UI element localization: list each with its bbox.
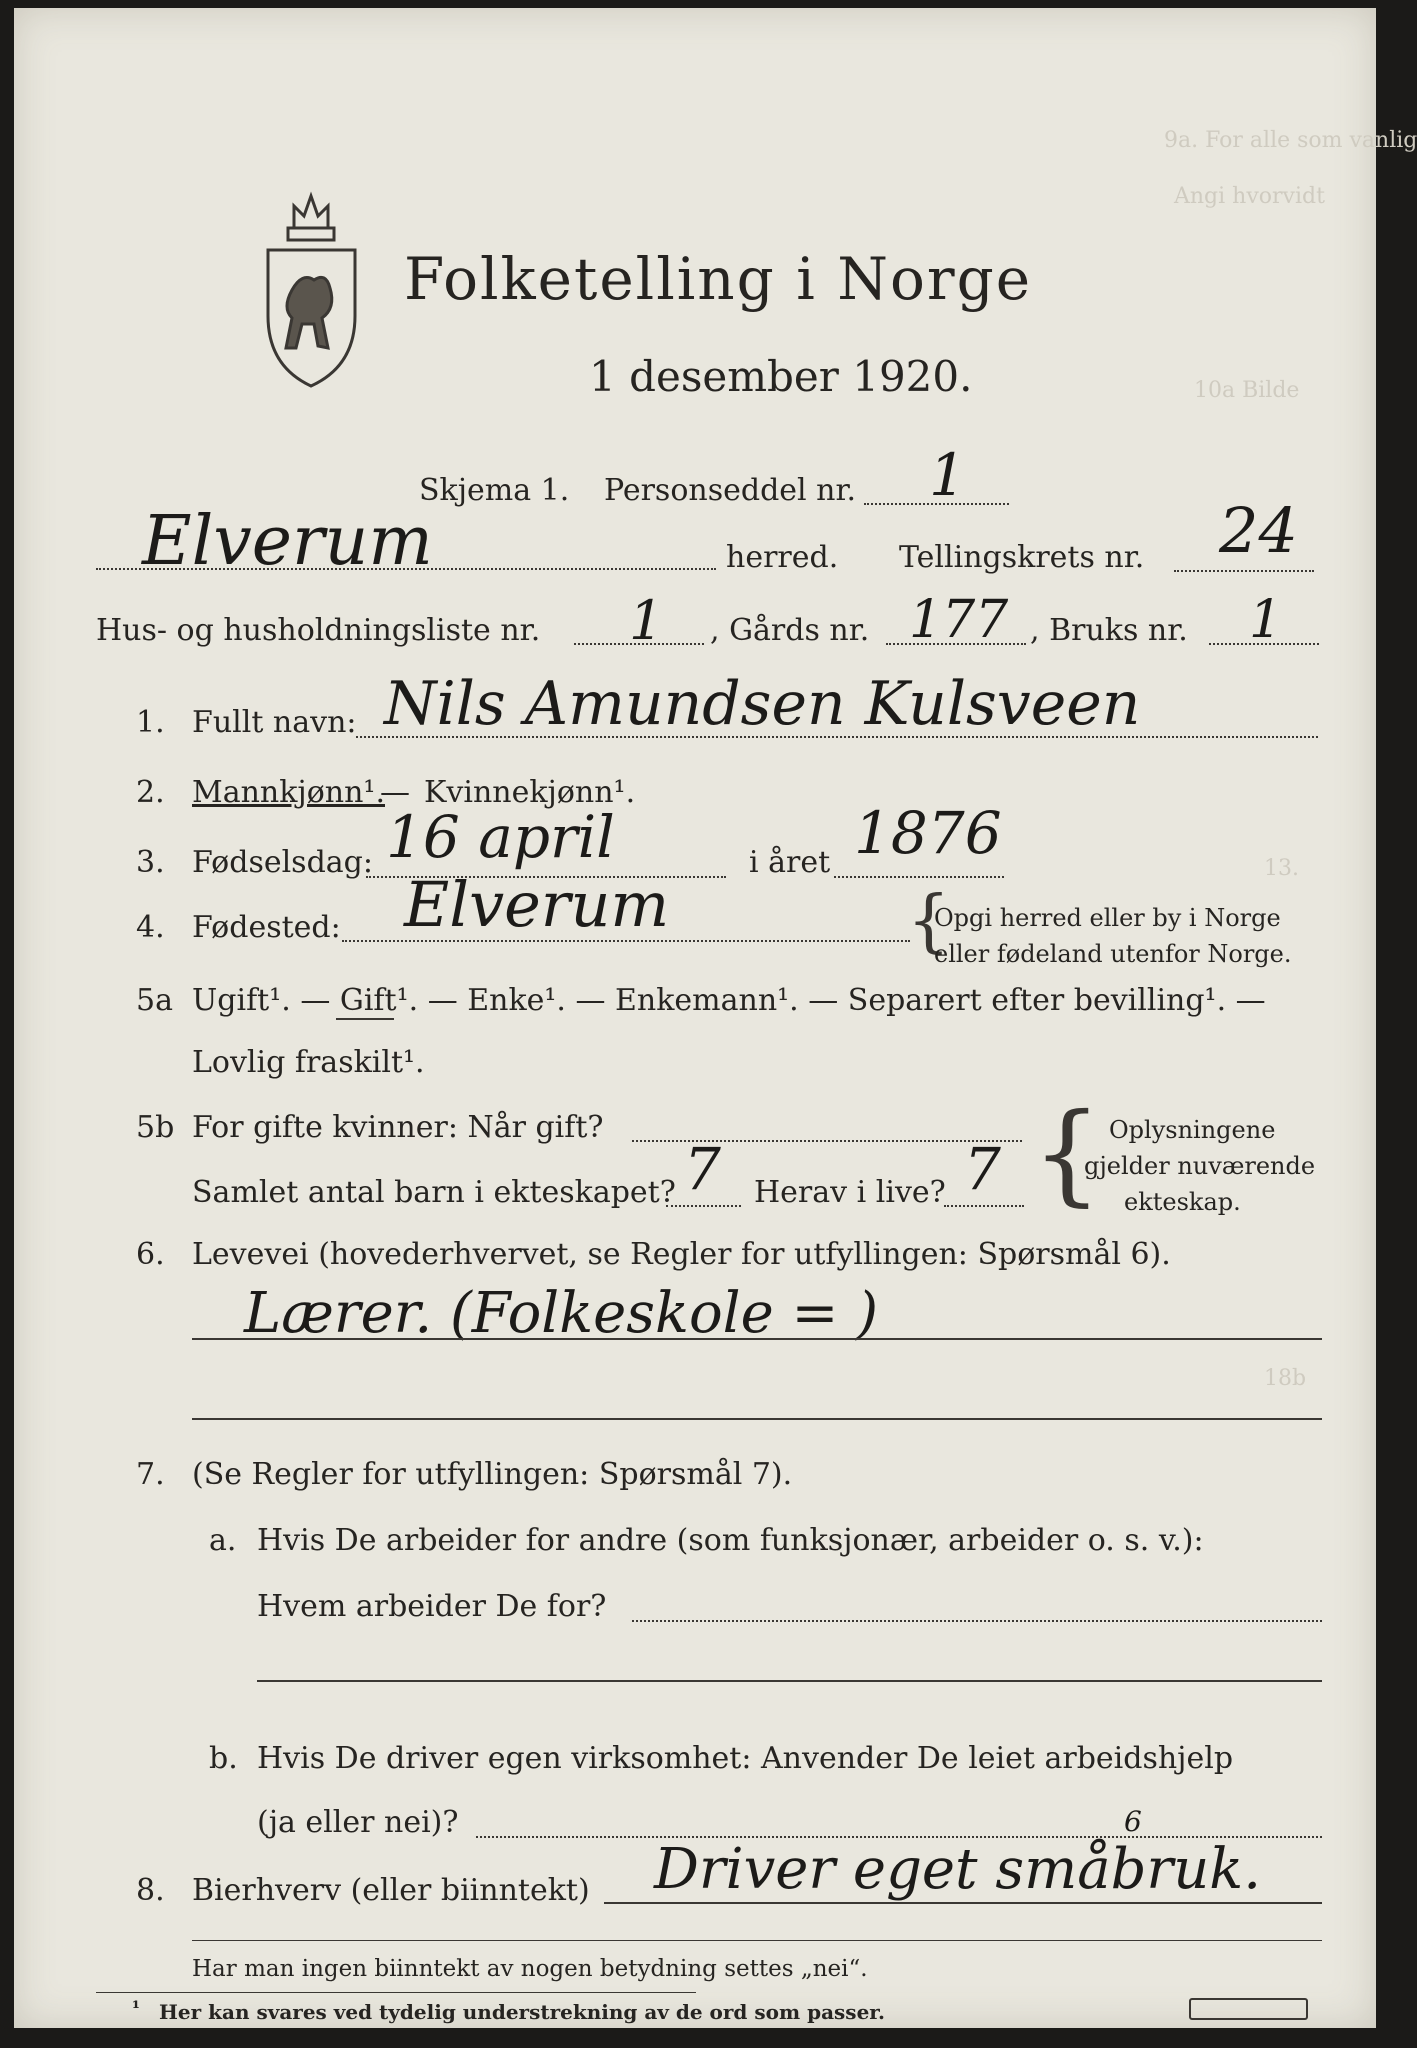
question-6-number: 6. [136, 1237, 165, 1272]
tellingskrets-value[interactable]: 24 [1219, 494, 1298, 567]
question-2-number: 2. [136, 775, 165, 810]
occupation-line-2 [192, 1418, 1322, 1420]
occupation-line-1 [192, 1338, 1322, 1340]
question-7b-label: Hvis De driver egen virksomhet: Anvender De leiet arbeidshjelp [257, 1741, 1234, 1776]
employer-label: Hvem arbeider De for? [257, 1589, 607, 1624]
children-total-value[interactable]: 7 [684, 1135, 721, 1203]
footer-divider [192, 1940, 1322, 1941]
children-alive-line [944, 1205, 1024, 1207]
herred-value[interactable]: Elverum [142, 502, 433, 581]
question-7a-label: Hvis De arbeider for andre (som funksjonær, arbeider o. s. v.): [257, 1523, 1204, 1558]
marital-status-options-2[interactable]: Lovlig fraskilt¹. [192, 1045, 425, 1080]
birthplace-note-line-1: Opgi herred eller by i Norge [934, 904, 1281, 932]
full-name-value[interactable]: Nils Amundsen Kulsveen [384, 669, 1141, 739]
gards-label: , Gårds nr. [710, 613, 870, 648]
birthdate-value[interactable]: 16 april [386, 803, 615, 871]
show-through-text: 18b [1264, 1366, 1307, 1391]
birthplace-note-line-2: eller fødeland utenfor Norge. [934, 940, 1292, 968]
household-list-value[interactable]: 1 [629, 589, 664, 652]
show-through-text: 10a Bilde [1194, 378, 1300, 403]
hired-help-label: (ja eller nei)? [257, 1805, 459, 1840]
question-3-number: 3. [136, 845, 165, 880]
question-8-number: 8. [136, 1873, 165, 1908]
married-underline [336, 1018, 394, 1020]
footnote-text: Her kan svares ved tydelig understrekning av de ord som passer. [159, 2000, 885, 2024]
show-through-text: 13. [1264, 856, 1299, 881]
tellingskrets-line [1174, 570, 1314, 572]
question-5a-number: 5a [136, 983, 173, 1018]
question-7-label: (Se Regler for utfyllingen: Spørsmål 7). [192, 1457, 793, 1492]
footer-note: Har man ingen biinntekt av nogen betydning settes „nei“. [192, 1956, 868, 1982]
question-7b-number: b. [209, 1741, 238, 1776]
secondary-income-value[interactable]: Driver eget småbruk. [654, 1837, 1262, 1902]
herred-line [96, 568, 716, 570]
bruks-value[interactable]: 1 [1249, 590, 1283, 650]
occupation-label: Levevei (hovederhvervet, se Regler for utfyllingen: Spørsmål 6). [192, 1237, 1171, 1272]
secondary-income-label: Bierhverv (eller biinntekt) [192, 1873, 590, 1908]
birthplace-note-brace: { [907, 882, 951, 961]
birth-year-label: i året [749, 845, 831, 880]
question-1-number: 1. [136, 705, 165, 740]
census-date: 1 desember 1920. [589, 352, 973, 401]
bruks-label: , Bruks nr. [1030, 613, 1188, 648]
marriage-note-line-3: ekteskap. [1124, 1188, 1241, 1216]
question-4-number: 4. [136, 910, 165, 945]
census-form-sheet [14, 8, 1417, 2028]
tellingskrets-label: Tellingskrets nr. [899, 540, 1145, 575]
birthdate-label: Fødselsdag: [192, 845, 373, 880]
secondary-income-note: 6 [1124, 1805, 1142, 1838]
sex-female-option[interactable]: Kvinnekjønn¹. [424, 775, 636, 810]
norway-coat-of-arms-icon [254, 188, 369, 393]
question-7-number: 7. [136, 1457, 165, 1492]
marriage-note-brace: { [1032, 1089, 1102, 1217]
full-name-label: Fullt navn: [192, 705, 357, 740]
birthplace-label: Fødested: [192, 910, 341, 945]
sex-separator: — [380, 775, 410, 810]
occupation-value[interactable]: Lærer. (Folkeskole = ) [244, 1281, 879, 1346]
secondary-income-line [604, 1902, 1322, 1904]
children-total-label: Samlet antal barn i ekteskapet? [192, 1175, 676, 1210]
marriage-note-line-2: gjelder nuværende [1084, 1152, 1316, 1180]
footnote-mark: ¹ [132, 1998, 140, 2019]
birth-year-value[interactable]: 1876 [854, 799, 1002, 867]
children-total-line [666, 1205, 741, 1207]
birthplace-value[interactable]: Elverum [404, 868, 670, 941]
gards-value[interactable]: 177 [909, 590, 1009, 650]
household-list-label: Hus- og husholdningsliste nr. [96, 613, 541, 648]
footnote-divider [96, 1992, 696, 1993]
sex-male-option[interactable]: Mannkjønn¹. [192, 775, 385, 810]
form-title: Folketelling i Norge [404, 245, 1033, 313]
printer-stamp [1189, 1998, 1308, 2020]
birth-year-line [834, 876, 1004, 878]
personseddel-value[interactable]: 1 [929, 441, 966, 509]
marriage-note-line-1: Oplysningene [1109, 1116, 1276, 1144]
question-7a-number: a. [209, 1523, 237, 1558]
show-through-text: Angi hvorvidt [1174, 184, 1325, 209]
employer-line [632, 1620, 1322, 1622]
question-5b-number: 5b [136, 1110, 175, 1145]
children-alive-value[interactable]: 7 [964, 1135, 1001, 1203]
employer-line-2 [257, 1680, 1322, 1682]
show-through-text: 9a. For alle som vanlig [1164, 128, 1417, 153]
schema-label: Skjema 1. [419, 473, 570, 508]
married-when-label: For gifte kvinner: Når gift? [192, 1110, 604, 1145]
children-alive-label: Herav i live? [754, 1175, 946, 1210]
herred-label: herred. [726, 540, 839, 575]
marital-status-options[interactable]: Ugift¹. — Gift¹. — Enke¹. — Enkemann¹. — Separert efter bevilling¹. — [192, 983, 1266, 1018]
personseddel-label: Personseddel nr. [604, 473, 857, 508]
